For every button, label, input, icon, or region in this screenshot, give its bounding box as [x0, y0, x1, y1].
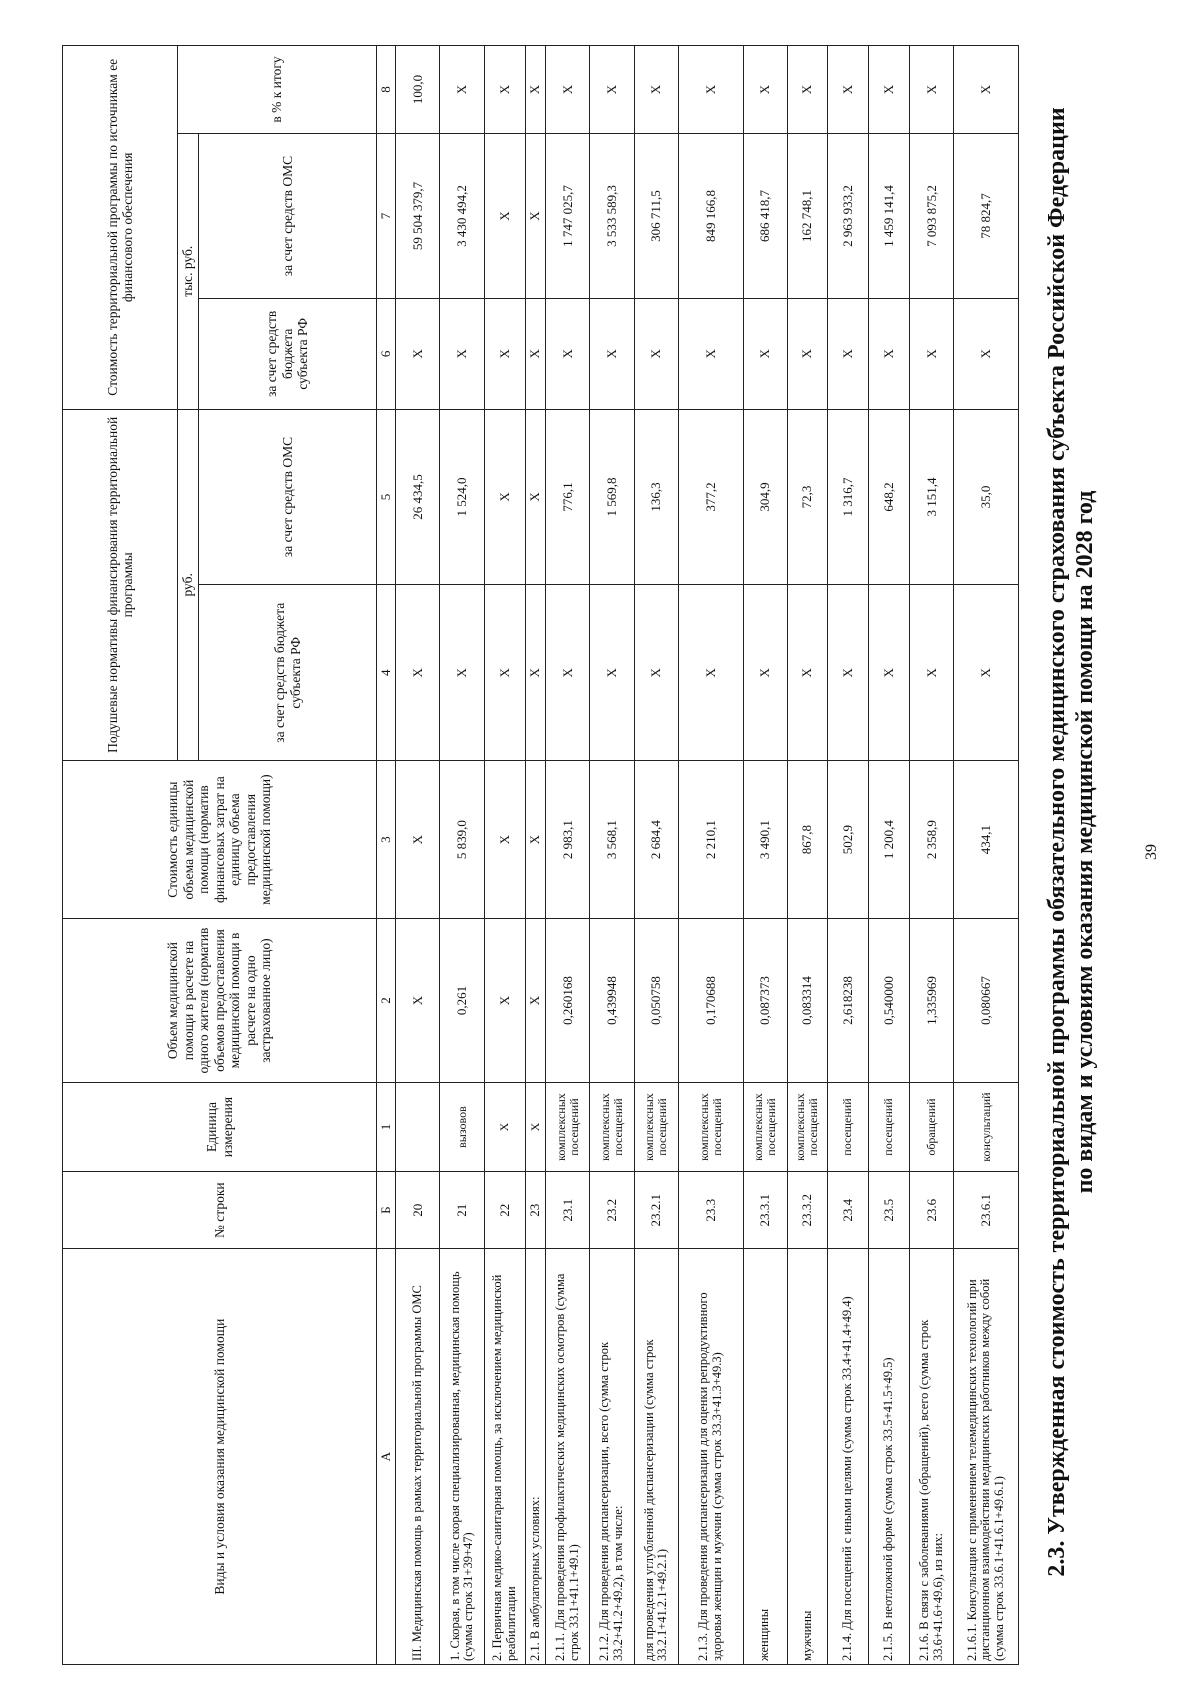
row-unit: комплексных посещений — [590, 1083, 634, 1172]
row-percent: Х — [743, 46, 787, 134]
row-name: 2. Первичная медико-санитарная помощь, за исключением медицинской реабилитации — [484, 1249, 525, 1665]
table-row — [545, 46, 589, 1665]
row-volume: Х — [484, 919, 525, 1083]
row-unit: комплексных посещений — [545, 1083, 589, 1172]
table-row — [590, 46, 634, 1665]
row-unit: посещений — [827, 1083, 868, 1172]
row-unit-cost: Х — [396, 761, 440, 919]
row-unit: вызовов — [440, 1083, 484, 1172]
row-number: 23 — [525, 1172, 545, 1249]
table-row — [525, 46, 545, 1665]
row-volume: 1,335969 — [910, 919, 954, 1083]
row-pc-budget: Х — [868, 585, 909, 761]
row-number: 23.4 — [827, 1172, 868, 1249]
cost-table — [62, 45, 1019, 1665]
row-percent: Х — [787, 46, 827, 134]
row-unit: комплексных посещений — [743, 1083, 787, 1172]
row-pc-oms: 304,9 — [743, 409, 787, 585]
row-unit-cost: Х — [484, 761, 525, 919]
column-number: 2 — [377, 919, 396, 1083]
row-volume: 0,083314 — [787, 919, 827, 1083]
row-number: 23.2.1 — [634, 1172, 678, 1249]
row-unit-cost: 502,9 — [827, 761, 868, 919]
row-number: 23.3.2 — [787, 1172, 827, 1249]
column-number: 7 — [377, 134, 396, 299]
row-pc-oms: 1 569,8 — [590, 409, 634, 585]
row-number: 23.1 — [545, 1172, 589, 1249]
row-unit-cost: 2 684,4 — [634, 761, 678, 919]
row-cost-oms: 162 748,1 — [787, 134, 827, 299]
header-thousand-rub: тыс. руб. — [178, 134, 199, 410]
row-percent: Х — [679, 46, 743, 134]
row-number: 23.6 — [910, 1172, 954, 1249]
row-name: 1. Скорая, в том числе скорая специализированная, медицинская помощь (сумма строк 31+39+47) — [440, 1249, 484, 1665]
row-name: III. Медицинская помощь в рамках территориальной программы ОМС — [396, 1249, 440, 1665]
row-name: 2.1.6.1. Консультация с применением телемедицинских технологий при дистанционном взаимодействии медицинских работников между собой (сумма строк 33.6.1+41.6.1+49.6.1) — [954, 1249, 1019, 1665]
page-number: 39 — [1143, 844, 1160, 860]
row-pc-oms: Х — [484, 409, 525, 585]
row-pc-oms: 377,2 — [679, 409, 743, 585]
row-unit-cost: 1 200,4 — [868, 761, 909, 919]
column-number: 6 — [377, 299, 396, 409]
row-number: 20 — [396, 1172, 440, 1249]
row-name: 2.1.1. Для проведения профилактических медицинских осмотров (сумма строк 33.1+41.1+49.1) — [545, 1249, 589, 1665]
row-volume: 2,618238 — [827, 919, 868, 1083]
row-cost-budget: Х — [634, 299, 678, 409]
column-number: 3 — [377, 761, 396, 919]
row-cost-budget: Х — [868, 299, 909, 409]
row-volume: 0,261 — [440, 919, 484, 1083]
row-volume: 0,439948 — [590, 919, 634, 1083]
row-cost-oms: 686 418,7 — [743, 134, 787, 299]
row-volume: 0,540000 — [868, 919, 909, 1083]
header-pc-budget: за счет средств бюджета субъекта РФ — [199, 585, 377, 761]
row-unit-cost: 2 358,9 — [910, 761, 954, 919]
row-cost-budget: Х — [440, 299, 484, 409]
row-unit-cost: 2 210,1 — [679, 761, 743, 919]
row-cost-oms: 3 430 494,2 — [440, 134, 484, 299]
row-cost-budget: Х — [787, 299, 827, 409]
row-volume: 0,087373 — [743, 919, 787, 1083]
row-number: 23.3.1 — [743, 1172, 787, 1249]
header-percent: в % к итогу — [178, 46, 377, 134]
row-volume: 0,170688 — [679, 919, 743, 1083]
header-unit: Единица измерения — [63, 1083, 377, 1172]
row-pc-oms: 72,3 — [787, 409, 827, 585]
row-name: мужчины — [787, 1249, 827, 1665]
row-cost-oms: 306 711,5 — [634, 134, 678, 299]
row-cost-budget: Х — [954, 299, 1019, 409]
header-cost-oms: за счет средств ОМС — [199, 134, 377, 299]
row-volume: Х — [525, 919, 545, 1083]
row-volume: Х — [396, 919, 440, 1083]
row-unit-cost: 867,8 — [787, 761, 827, 919]
row-pc-budget: Х — [396, 585, 440, 761]
row-cost-oms: 849 166,8 — [679, 134, 743, 299]
row-cost-budget: Х — [743, 299, 787, 409]
table-body — [396, 46, 1019, 1665]
row-cost-oms: 7 093 875,2 — [910, 134, 954, 299]
title-line-2: по видам и условиям оказания медицинской помощи на 2028 год — [1072, 490, 1098, 1194]
column-number: 1 — [377, 1083, 396, 1172]
row-name: женщины — [743, 1249, 787, 1665]
table-row — [440, 46, 484, 1665]
row-number: 23.2 — [590, 1172, 634, 1249]
row-cost-budget: Х — [827, 299, 868, 409]
row-cost-budget: Х — [679, 299, 743, 409]
row-percent: Х — [484, 46, 525, 134]
table-row — [868, 46, 909, 1665]
header-volume: Объем медицинской помощи в расчете на одного жителя (норматив объемов предоставления медицинской помощи в расчете на одно застрахованное лицо) — [63, 919, 377, 1083]
row-cost-budget: Х — [396, 299, 440, 409]
table-row — [910, 46, 954, 1665]
row-percent: Х — [910, 46, 954, 134]
table-row — [743, 46, 787, 1665]
row-volume: 0,260168 — [545, 919, 589, 1083]
header-pc-oms: за счет средств ОМС — [199, 409, 377, 585]
row-cost-oms: 2 963 933,2 — [827, 134, 868, 299]
row-percent: Х — [954, 46, 1019, 134]
row-number: 23.6.1 — [954, 1172, 1019, 1249]
row-percent: 100,0 — [396, 46, 440, 134]
row-pc-budget: Х — [743, 585, 787, 761]
row-cost-oms: 1 459 141,4 — [868, 134, 909, 299]
row-percent: Х — [440, 46, 484, 134]
header-kind: Виды и условия оказания медицинской помощи — [63, 1249, 377, 1665]
row-pc-budget: Х — [634, 585, 678, 761]
column-number: Б — [377, 1172, 396, 1249]
row-pc-oms: 648,2 — [868, 409, 909, 585]
row-cost-budget: Х — [545, 299, 589, 409]
row-pc-budget: Х — [484, 585, 525, 761]
table-row — [396, 46, 440, 1665]
row-unit: комплексных посещений — [787, 1083, 827, 1172]
row-pc-oms: 1 316,7 — [827, 409, 868, 585]
row-cost-oms: Х — [525, 134, 545, 299]
row-cost-oms: Х — [484, 134, 525, 299]
row-cost-oms: 1 747 025,7 — [545, 134, 589, 299]
row-cost-budget: Х — [910, 299, 954, 409]
document-page — [25, 32, 1165, 1672]
row-unit: Х — [525, 1083, 545, 1172]
header-cost-group: Стоимость территориальной программы по источникам ее финансового обеспечения — [63, 46, 178, 410]
header-row-number: № строки — [63, 1172, 377, 1249]
row-cost-oms: 3 533 589,3 — [590, 134, 634, 299]
row-percent: Х — [590, 46, 634, 134]
row-pc-oms: 26 434,5 — [396, 409, 440, 585]
row-number: 23.3 — [679, 1172, 743, 1249]
row-pc-budget: Х — [954, 585, 1019, 761]
row-unit-cost: 5 839,0 — [440, 761, 484, 919]
row-pc-oms: 776,1 — [545, 409, 589, 585]
column-number: 4 — [377, 585, 396, 761]
row-pc-budget: Х — [827, 585, 868, 761]
row-unit-cost: 2 983,1 — [545, 761, 589, 919]
row-name: 2.1.5. В неотложной форме (сумма строк 33.5+41.5+49.5) — [868, 1249, 909, 1665]
row-unit-cost: 434,1 — [954, 761, 1019, 919]
row-percent: Х — [868, 46, 909, 134]
row-pc-oms: 136,3 — [634, 409, 678, 585]
table-row — [679, 46, 743, 1665]
table-row — [484, 46, 525, 1665]
row-unit: обращений — [910, 1083, 954, 1172]
row-unit-cost: 3 490,1 — [743, 761, 787, 919]
header-cost-budget: за счет средств бюджета субъекта РФ — [199, 299, 377, 409]
row-percent: Х — [827, 46, 868, 134]
row-pc-budget: Х — [910, 585, 954, 761]
row-pc-budget: Х — [787, 585, 827, 761]
row-unit: посещений — [868, 1083, 909, 1172]
row-number: 23.5 — [868, 1172, 909, 1249]
cost-table-wrapper — [62, 45, 1019, 1665]
row-cost-budget: Х — [525, 299, 545, 409]
title-line-1: 2.3. Утвержденная стоимость территориальной программы обязательного медицинского страхования субъекта Российской Федерации — [1044, 107, 1070, 1577]
row-unit: Х — [484, 1083, 525, 1172]
row-percent: Х — [525, 46, 545, 134]
row-name: 2.1. В амбулаторных условиях: — [525, 1249, 545, 1665]
row-pc-budget: Х — [545, 585, 589, 761]
row-name: 2.1.2. Для проведения диспансеризации, всего (сумма строк 33.2+41.2+49.2), в том числе: — [590, 1249, 634, 1665]
header-unit-cost: Стоимость единицы объема медицинской помощи (норматив финансовых затрат на единицу объема предоставления медицинской помощи) — [63, 761, 377, 919]
row-volume: 0,080667 — [954, 919, 1019, 1083]
row-unit-cost: 3 568,1 — [590, 761, 634, 919]
row-pc-budget: Х — [590, 585, 634, 761]
row-percent: Х — [545, 46, 589, 134]
row-cost-oms: 78 824,7 — [954, 134, 1019, 299]
header-rub: руб. — [178, 409, 199, 761]
row-pc-oms: 3 151,4 — [910, 409, 954, 585]
row-pc-budget: Х — [679, 585, 743, 761]
table-row — [787, 46, 827, 1665]
row-cost-oms: 59 504 379,7 — [396, 134, 440, 299]
row-unit-cost: Х — [525, 761, 545, 919]
row-pc-oms: Х — [525, 409, 545, 585]
row-name: для проведения углубленной диспансеризации (сумма строк 33.2.1+41.2.1+49.2.1) — [634, 1249, 678, 1665]
row-name: 2.1.4. Для посещений с иными целями (сумма строк 33.4+41.4+49.4) — [827, 1249, 868, 1665]
row-percent: Х — [634, 46, 678, 134]
row-unit: комплексных посещений — [634, 1083, 678, 1172]
row-pc-oms: 35,0 — [954, 409, 1019, 585]
table-row — [954, 46, 1019, 1665]
row-unit: комплексных посещений — [679, 1083, 743, 1172]
row-unit: консультаций — [954, 1083, 1019, 1172]
document-title — [1043, 42, 1099, 1642]
row-volume: 0,050758 — [634, 919, 678, 1083]
row-number: 22 — [484, 1172, 525, 1249]
table-row — [634, 46, 678, 1665]
table-row — [827, 46, 868, 1665]
row-cost-budget: Х — [590, 299, 634, 409]
row-unit — [396, 1083, 440, 1172]
row-cost-budget: Х — [484, 299, 525, 409]
row-name: 2.1.3. Для проведения диспансеризации для оценки репродуктивного здоровья женщин и мужчин (сумма строк 33.3+41.3+49.3) — [679, 1249, 743, 1665]
row-pc-oms: 1 524,0 — [440, 409, 484, 585]
row-name: 2.1.6. В связи с заболеваниями (обращений), всего (сумма строк 33.6+41.6+49.6), из них: — [910, 1249, 954, 1665]
row-pc-budget: Х — [525, 585, 545, 761]
column-number: А — [377, 1249, 396, 1665]
column-number: 8 — [377, 46, 396, 134]
row-pc-budget: Х — [440, 585, 484, 761]
row-number: 21 — [440, 1172, 484, 1249]
header-per-capita-group: Подушевые нормативы финансирования территориальной программы — [63, 409, 178, 761]
column-number: 5 — [377, 409, 396, 585]
